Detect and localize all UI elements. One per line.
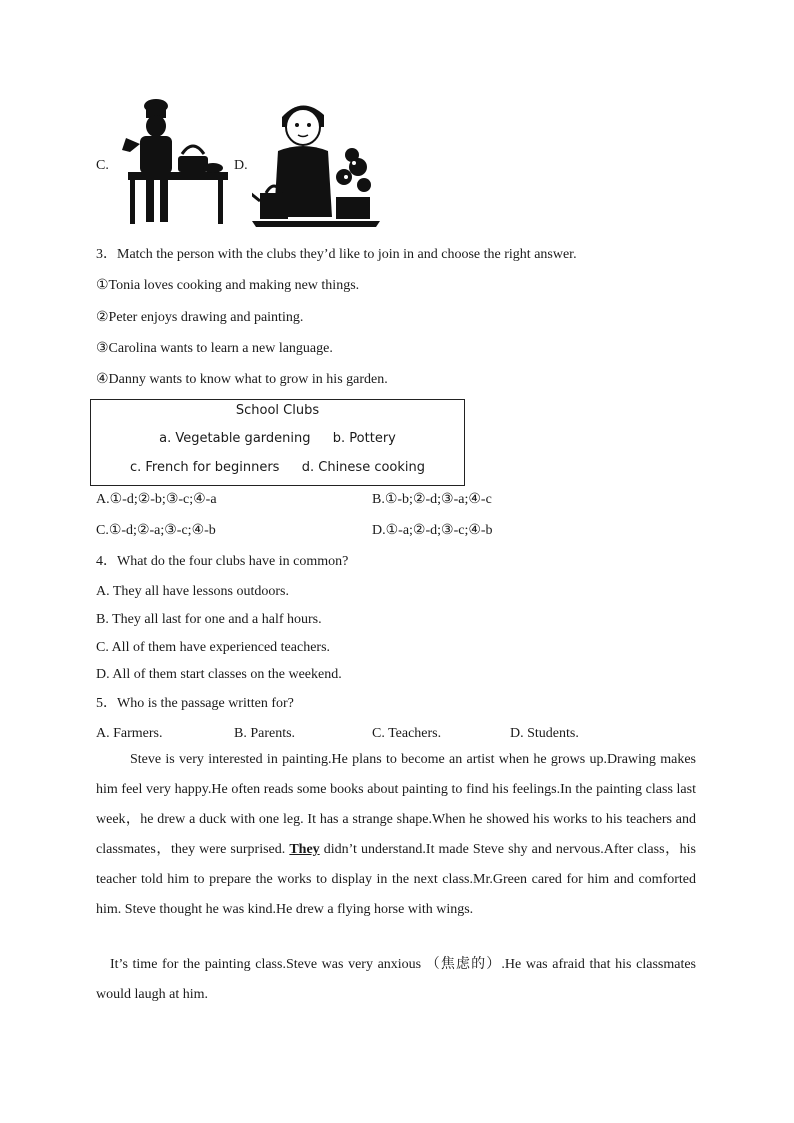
gardening-picture (252, 97, 380, 229)
passage-paragraph-2 (96, 950, 696, 1010)
club-a: a. Vegetable gardening (159, 431, 311, 446)
passage-p1-end: didn’t understand.It made Steve shy and nervous.After class，his teacher told him to prepare the works to display in the next class.Mr.Green cared for him and comforted him. Steve thought he was kind.He drew a flying horse with wings. (96, 842, 696, 917)
q5-option-b: B. Parents. (234, 726, 296, 741)
school-clubs-box (90, 399, 465, 486)
option-c-label: C. (96, 158, 109, 173)
q4-stem: 4．What do the four clubs have in common? (96, 554, 349, 569)
q5-option-a: A. Farmers. (96, 726, 163, 741)
clubs-box-row-1 (91, 431, 464, 446)
clubs-box-title: School Clubs (235, 403, 320, 418)
club-c: c. French for beginners (129, 460, 280, 475)
q3-option-b: B.①-b;②-d;③-a;④-c (372, 492, 492, 507)
q3-item-1: ①Tonia loves cooking and making new things. (96, 278, 360, 293)
passage-paragraph-1 (96, 745, 696, 925)
club-d: d. Chinese cooking (301, 460, 426, 475)
q5-stem: 5．Who is the passage written for? (96, 696, 294, 711)
option-d-label: D. (234, 158, 248, 173)
q4-option-b: B. They all last for one and a half hours. (96, 612, 322, 627)
q5-option-d: D. Students. (510, 726, 579, 741)
q4-option-c: C. All of them have experienced teachers. (96, 640, 331, 655)
q3-item-4: ④Danny wants to know what to grow in his garden. (96, 372, 388, 387)
cooking-picture (118, 98, 230, 228)
passage-p1-start: Steve is very interested in painting.He plans to become an artist when he grows up.Drawing makes him feel very happy.He often reads some books about painting to find his feelings.In the painting class last week，he drew a duck with one leg. It has a strange shape.When he showed his works to his teachers and classmates，they were surprised. (96, 752, 696, 857)
clubs-box-row-2 (91, 460, 464, 475)
q3-stem: 3．Match the person with the clubs they’d like to join in and choose the right answer. (96, 247, 577, 262)
q3-option-d: D.①-a;②-d;③-c;④-b (372, 523, 493, 538)
q5-option-c: C. Teachers. (372, 726, 442, 741)
passage-p2-text: It’s time for the painting class.Steve was very anxious （焦虑的）.He was afraid that his classmates would laugh at him. (96, 957, 696, 1002)
q3-option-a: A.①-d;②-b;③-c;④-a (96, 492, 217, 507)
passage-they-highlight: They (289, 842, 320, 857)
club-b: b. Pottery (332, 431, 396, 446)
q4-option-d: D. All of them start classes on the weekend. (96, 667, 342, 682)
q3-item-3: ③Carolina wants to learn a new language. (96, 341, 333, 356)
q3-item-2: ②Peter enjoys drawing and painting. (96, 310, 304, 325)
q3-option-c: C.①-d;②-a;③-c;④-b (96, 523, 216, 538)
q4-option-a: A. They all have lessons outdoors. (96, 584, 289, 599)
